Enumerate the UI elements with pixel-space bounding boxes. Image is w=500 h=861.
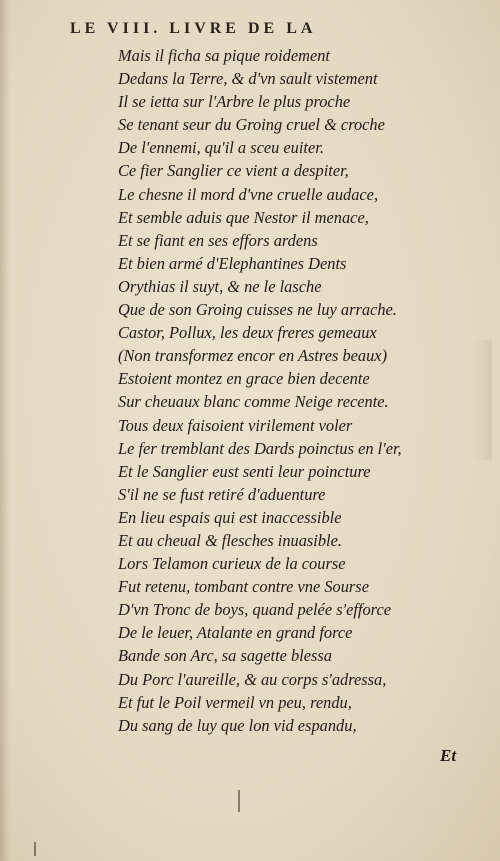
verse-line: Il se ietta sur l'Arbre le plus proche (118, 92, 351, 112)
verse-line: Orythias il suyt, & ne le lasche (118, 276, 322, 296)
verse-line: Le fer tremblant des Dards poinctus en l'er, (118, 438, 402, 458)
verse-line: Mais il ficha sa pique roidement (118, 46, 330, 65)
verse-line: Que de son Groing cuisses ne luy arrache. (118, 300, 397, 320)
verse-line: Et se fiant en ses effors ardens (118, 230, 318, 250)
verse-line: De l'ennemi, qu'il a sceu euiter. (118, 138, 324, 158)
catchword: Et (440, 746, 457, 765)
verse-line: Dedans la Terre, & d'vn sault vistement (118, 69, 378, 89)
verse-line: Fut retenu, tombant contre vne Sourse (118, 577, 369, 597)
verse-line: D'vn Tronc de boys, quand pelée s'efforce (118, 600, 391, 620)
verse-line: Lors Telamon curieux de la course (118, 554, 346, 574)
verse-line: Et au cheual & flesches inuasible. (118, 530, 342, 550)
verse-block (118, 44, 458, 737)
verse-line: (Non transformez encor en Astres beaux) (118, 346, 388, 366)
verse-line: Ce fier Sanglier ce vient a despiter, (118, 161, 349, 181)
verse-line: Castor, Pollux, les deux freres gemeaux (118, 323, 377, 343)
verse-line: En lieu espais qui est inaccessible (118, 507, 342, 527)
verse-line: S'il ne se fust retiré d'aduenture (118, 484, 326, 504)
verse-line: Du Porc l'aureille, & au corps s'adressa, (118, 669, 387, 689)
verse-line: Tous deux faisoient virilement voler (118, 415, 353, 435)
verse-line: Du sang de luy que lon vid espandu, (118, 715, 357, 735)
verse-line: Sur cheuaux blanc comme Neige recente. (118, 392, 389, 412)
verse-line: Et fut le Poil vermeil vn peu, rendu, (118, 692, 352, 712)
ink-speck (238, 790, 240, 812)
running-header: LE VIII. LIVRE DE LA (70, 20, 317, 37)
verse-line: De le leuer, Atalante en grand force (118, 623, 353, 643)
verse-line: Et bien armé d'Elephantines Dents (118, 253, 347, 273)
page-edge-shadow (0, 0, 10, 861)
ink-speck (34, 842, 36, 856)
verse-line: Estoient montez en grace bien decente (118, 369, 370, 389)
verse-line: Et semble aduis que Nestor il menace, (118, 207, 369, 227)
verse-line: Se tenant seur du Groing cruel & croche (118, 115, 385, 135)
verse-line: Le chesne il mord d'vne cruelle audace, (118, 184, 379, 204)
verse-line: Et le Sanglier eust senti leur poincture (118, 461, 371, 481)
show-through-shadow (472, 340, 492, 460)
verse-line: Bande son Arc, sa sagette blessa (118, 646, 332, 666)
